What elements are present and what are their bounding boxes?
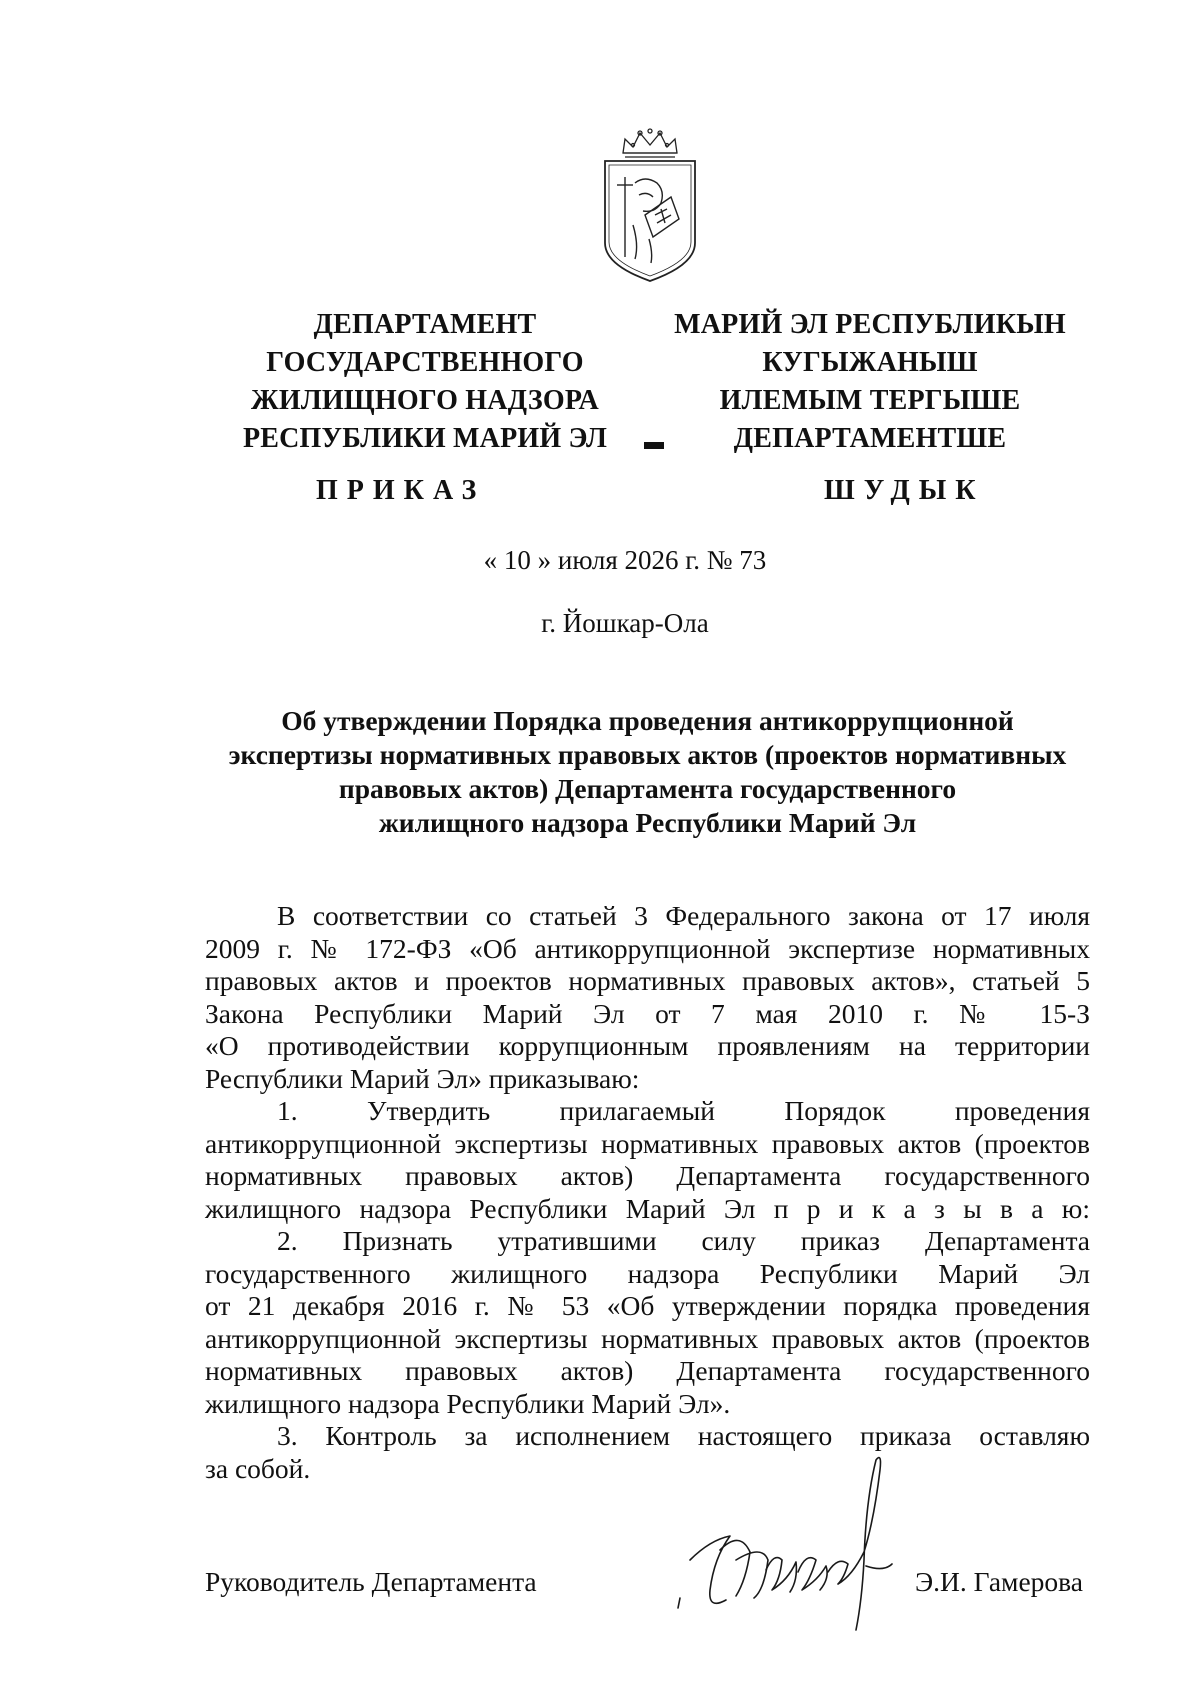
doc-type-mari: ШУДЫК xyxy=(824,475,985,506)
document-city: г. Йошкар-Ола xyxy=(541,608,709,638)
body-line-item-1: 1. Утвердить прилагаемый Порядок проведения xyxy=(277,1095,1090,1126)
title-line: Об утверждении Порядка проведения антикоррупционной xyxy=(281,705,1014,736)
body-line: антикоррупционной экспертизы нормативных правовых актов (проектов xyxy=(205,1127,1090,1159)
body-line: государственного жилищного надзора Республики Марий Эл xyxy=(205,1257,1090,1289)
header-left-line: ЖИЛИЩНОГО НАДЗОРА xyxy=(251,385,599,416)
header-left-line: ГОСУДАРСТВЕННОГО xyxy=(266,347,584,378)
body-line-item-3: 3. Контроль за исполнением настоящего приказа оставляю xyxy=(277,1420,1090,1451)
body-line: 2009 г. № 172-ФЗ «Об антикоррупционной экспертизе нормативных xyxy=(205,932,1090,964)
body-line: «О противодействии коррупционным проявлениям на территории xyxy=(205,1030,1090,1061)
body-line: нормативных правовых актов) Департамента государственного xyxy=(205,1160,1090,1191)
header-left-line: РЕСПУБЛИКИ МАРИЙ ЭЛ xyxy=(242,423,608,454)
signatory-name: Э.И. Гамерова xyxy=(915,1566,1083,1597)
department-name-mari xyxy=(650,306,1090,458)
title-line: жилищного надзора Республики Марий Эл xyxy=(378,807,917,838)
body-line: жилищного надзора Республики Марий Эл». xyxy=(205,1387,731,1419)
document-date-number: « 10 » июля 2026 г. № 73 xyxy=(483,545,767,575)
header-right-line: ДЕПАРТАМЕНТШЕ xyxy=(733,423,1007,454)
body-line: антикоррупционной экспертизы нормативных правовых актов (проектов xyxy=(205,1322,1090,1354)
document-title xyxy=(205,704,1090,840)
title-line: правовых актов) Департамента государственного xyxy=(338,773,957,804)
document-body xyxy=(205,900,1090,1485)
body-line: правовых актов и проектов нормативных правовых актов», статьей 5 xyxy=(205,965,1090,996)
header-right-line: МАРИЙ ЭЛ РЕСПУБЛИКЫН xyxy=(674,309,1066,340)
header-left-line: ДЕПАРТАМЕНТ xyxy=(313,309,537,340)
body-line: Закона Республики Марий Эл от 7 мая 2010 г. № 15-З xyxy=(205,997,1090,1029)
body-line: от 21 декабря 2016 г. № 53 «Об утверждении порядка проведения xyxy=(205,1290,1090,1321)
body-line: жилищного надзора Республики Марий Эл п р и к а з ы в а ю: xyxy=(205,1192,1090,1224)
body-line: В соответствии со статьей 3 Федерального закона от 17 июля xyxy=(277,900,1090,931)
department-name-russian xyxy=(205,306,645,458)
title-line: экспертизы нормативных правовых актов (проектов нормативных xyxy=(228,739,1067,770)
body-line: за собой. xyxy=(205,1452,311,1484)
coat-of-arms-emblem xyxy=(595,125,705,285)
handwritten-signature xyxy=(670,1440,940,1640)
signatory-position: Руководитель Департамента xyxy=(205,1566,537,1597)
body-line: Республики Марий Эл» приказываю: xyxy=(205,1062,640,1094)
doc-type-russian: ПРИКАЗ xyxy=(316,475,486,506)
center-dash-mark xyxy=(644,442,664,449)
body-line: нормативных правовых актов) Департамента государственного xyxy=(205,1355,1090,1386)
header-right-line: КУГЫЖАНЫШ xyxy=(762,347,978,378)
header-right-line: ИЛЕМЫМ ТЕРГЫШЕ xyxy=(719,385,1021,416)
body-line-item-2: 2. Признать утратившими силу приказ Департамента xyxy=(277,1225,1090,1256)
